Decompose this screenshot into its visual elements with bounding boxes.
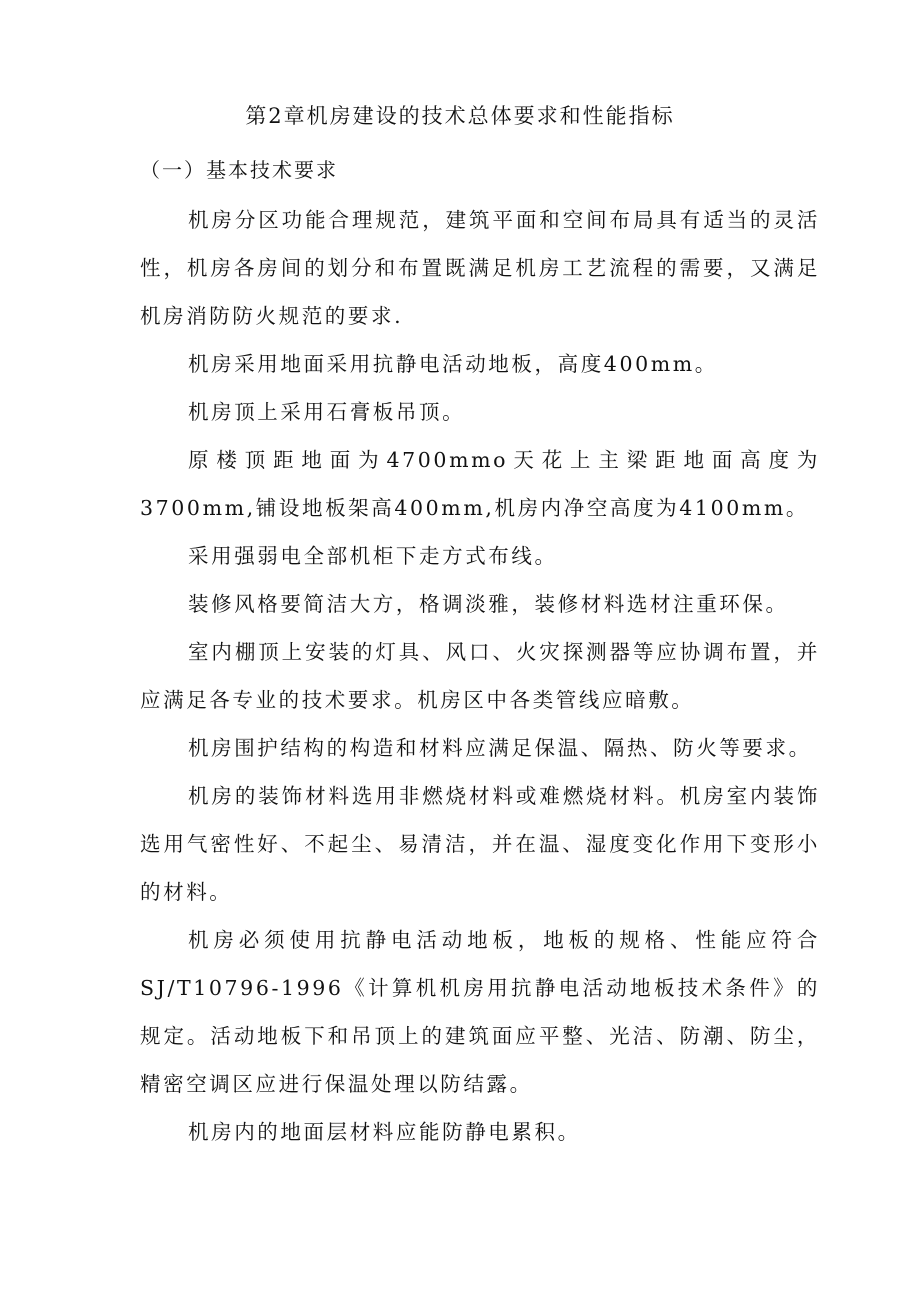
paragraph: 采用强弱电全部机柜下走方式布线。 bbox=[188, 544, 558, 568]
paragraph: 装修风格要简洁大方，格调淡雅，装修材料选材注重环保。 bbox=[188, 592, 789, 616]
paragraph: 机房顶上采用石膏板吊顶。 bbox=[188, 400, 466, 424]
paragraph: 机房采用地面采用抗静电活动地板，高度400mm。 bbox=[188, 352, 718, 376]
paragraph: 机房分区功能合理规范，建筑平面和空间布局具有适当的灵活性，机房各房间的划分和布置既满足机房工艺流程的需要，又满足机房消防防火规范的要求. bbox=[140, 208, 820, 328]
paragraph: 机房必须使用抗静电活动地板，地板的规格、性能应符合SJ/T10796-1996《计算机机房用抗静电活动地板技术条件》的规定。活动地板下和吊顶上的建筑面应平整、光洁、防潮、防尘，精密空调区应进行保温处理以防结露。 bbox=[140, 928, 820, 1096]
paragraph: 机房围护结构的构造和材料应满足保温、隔热、防火等要求。 bbox=[188, 736, 812, 760]
paragraph: 室内棚顶上安装的灯具、风口、火灾探测器等应协调布置，并应满足各专业的技术要求。机房区中各类管线应暗敷。 bbox=[140, 640, 820, 712]
paragraph: 机房的装饰材料选用非燃烧材料或难燃烧材料。机房室内装饰选用气密性好、不起尘、易清洁，并在温、湿度变化作用下变形小的材料。 bbox=[140, 784, 820, 904]
paragraph: 原楼顶距地面为4700mmo天花上主梁距地面高度为3700mm,铺设地板架高400mm,机房内净空高度为4100mm。 bbox=[140, 448, 820, 520]
chapter-title: 第2章机房建设的技术总体要求和性能指标 bbox=[245, 104, 675, 128]
section-heading: （一）基本技术要求 bbox=[140, 158, 338, 182]
paragraph: 机房内的地面层材料应能防静电累积。 bbox=[188, 1120, 581, 1144]
